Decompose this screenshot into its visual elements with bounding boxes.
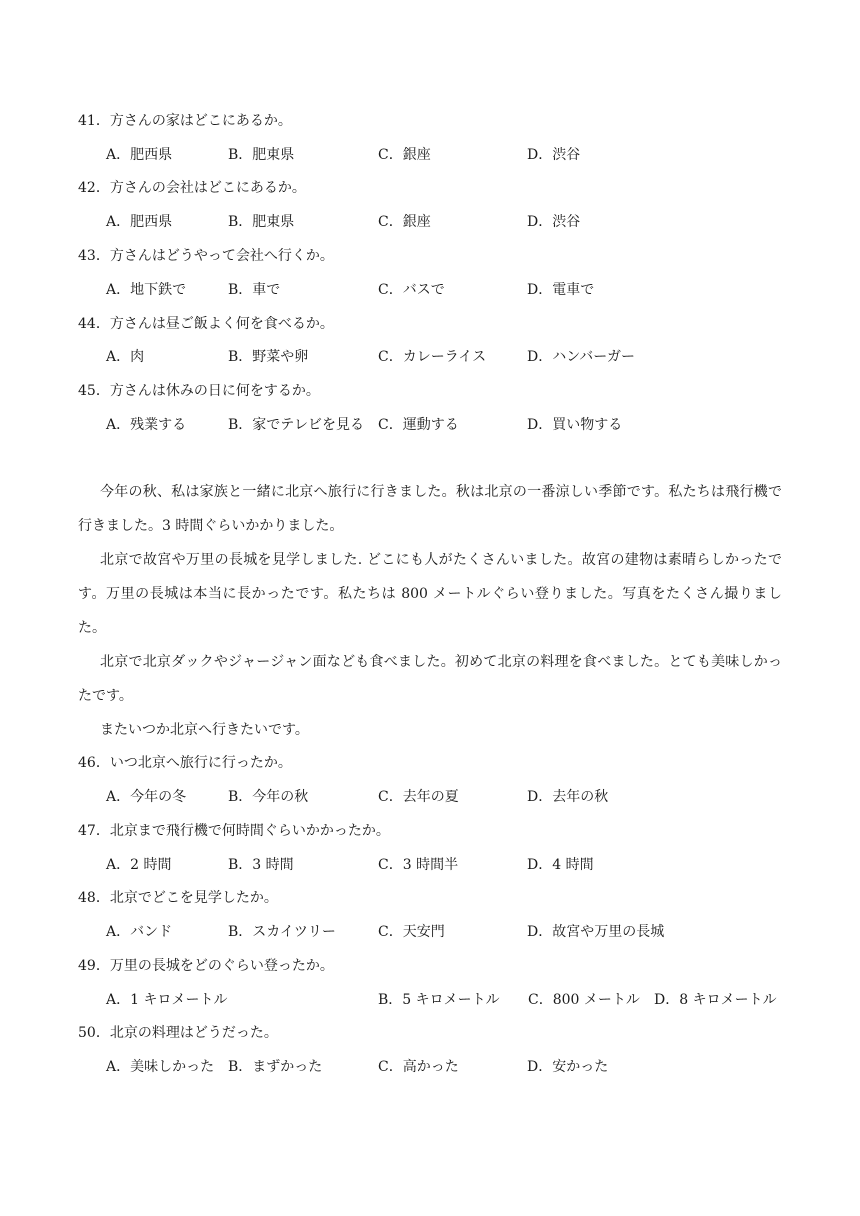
option-b: B．家でテレビを見る <box>228 417 365 433</box>
option-a: A．肥西県 <box>106 147 173 163</box>
option-c: C．3 時間半 <box>378 857 459 873</box>
option-a: A．地下鉄で <box>106 282 187 298</box>
option-b: B．肥東県 <box>228 147 295 163</box>
option-d: D．4 時間 <box>527 857 594 873</box>
option-b: B．今年の秋 <box>228 789 309 805</box>
question-47-options <box>106 855 796 875</box>
option-a: A．肉 <box>106 349 145 365</box>
question-50-stem: 50．北京の料理はどうだった。 <box>78 1025 278 1041</box>
option-c: C．銀座 <box>378 214 431 230</box>
option-d: D．8 キロメートル <box>654 992 777 1008</box>
option-c: C．去年の夏 <box>378 789 459 805</box>
question-47-stem: 47．北京まで飛行機で何時間ぐらいかかったか。 <box>78 823 390 839</box>
question-42-options <box>106 212 796 232</box>
option-d: D．去年の秋 <box>527 789 609 805</box>
option-a: A．2 時間 <box>106 857 172 873</box>
option-d: D．故宮や万里の長城 <box>527 924 665 940</box>
option-d: D．電車で <box>527 282 595 298</box>
option-d: D．買い物する <box>527 417 623 433</box>
question-48-stem: 48．北京でどこを見学したか。 <box>78 890 278 906</box>
option-a: A．肥西県 <box>106 214 173 230</box>
question-44-options <box>106 347 796 367</box>
question-49-stem: 49．万里の長城をどのぐらい登ったか。 <box>78 958 334 974</box>
option-b: B．まずかった <box>228 1059 323 1075</box>
question-45-stem: 45．方さんは休みの日に何をするか。 <box>78 383 320 399</box>
option-c: C．バスで <box>378 282 445 298</box>
option-b: B．車で <box>228 282 281 298</box>
question-42-stem: 42．方さんの会社はどこにあるか。 <box>78 180 306 196</box>
option-d: D．ハンバーガー <box>527 349 635 365</box>
option-b: B．スカイツリー <box>228 924 336 940</box>
question-41-options <box>106 145 796 165</box>
passage-paragraph-2: 北京で故宮や万里の長城を見学しました. どこにも人がたくさんいました。故宮の建物は素晴らしかったです。万里の長城は本当に長かったです。私たちは 800 メートルぐらい登りました。写真をたくさん撮りました。 <box>78 552 782 636</box>
option-d: D．渋谷 <box>527 214 581 230</box>
option-b: B．5 キロメートル <box>378 992 500 1008</box>
question-48-options <box>106 922 796 942</box>
question-49-options <box>106 990 796 1010</box>
option-a: A．バンド <box>106 924 173 940</box>
option-a: A．今年の冬 <box>106 789 187 805</box>
option-c: C．800 メートル <box>528 992 640 1008</box>
question-50-options <box>106 1057 796 1077</box>
option-c: C．銀座 <box>378 147 431 163</box>
question-46-options <box>106 787 796 807</box>
option-c: C．運動する <box>378 417 459 433</box>
option-b: B．3 時間 <box>228 857 294 873</box>
option-a: A．1 キロメートル <box>106 992 228 1008</box>
question-44-stem: 44．方さんは昼ご飯よく何を食べるか。 <box>78 316 334 332</box>
question-46-stem: 46．いつ北京へ旅行に行ったか。 <box>78 755 292 771</box>
option-c: C．天安門 <box>378 924 445 940</box>
option-d: D．安かった <box>527 1059 609 1075</box>
option-c: C．高かった <box>378 1059 459 1075</box>
question-43-stem: 43．方さんはどうやって会社へ行くか。 <box>78 248 334 264</box>
passage-paragraph-3: 北京で北京ダックやジャージャン面なども食べました。初めて北京の料理を食べました。とても美味しかったです。 <box>78 654 782 704</box>
passage-paragraph-4: またいつか北京へ行きたいです。 <box>100 722 309 738</box>
option-a: A．残業する <box>106 417 187 433</box>
question-45-options <box>106 415 796 435</box>
option-c: C．カレーライス <box>378 349 487 365</box>
option-d: D．渋谷 <box>527 147 581 163</box>
question-41-stem: 41．方さんの家はどこにあるか。 <box>78 113 292 129</box>
passage-paragraph-1: 今年の秋、私は家族と一緒に北京へ旅行に行きました。秋は北京の一番涼しい季節です。私たちは飛行機で行きました。3 時間ぐらいかかりました。 <box>78 484 782 534</box>
question-43-options <box>106 280 796 300</box>
option-a: A．美味しかった <box>106 1059 215 1075</box>
option-b: B．肥東県 <box>228 214 295 230</box>
option-b: B．野菜や卵 <box>228 349 309 365</box>
